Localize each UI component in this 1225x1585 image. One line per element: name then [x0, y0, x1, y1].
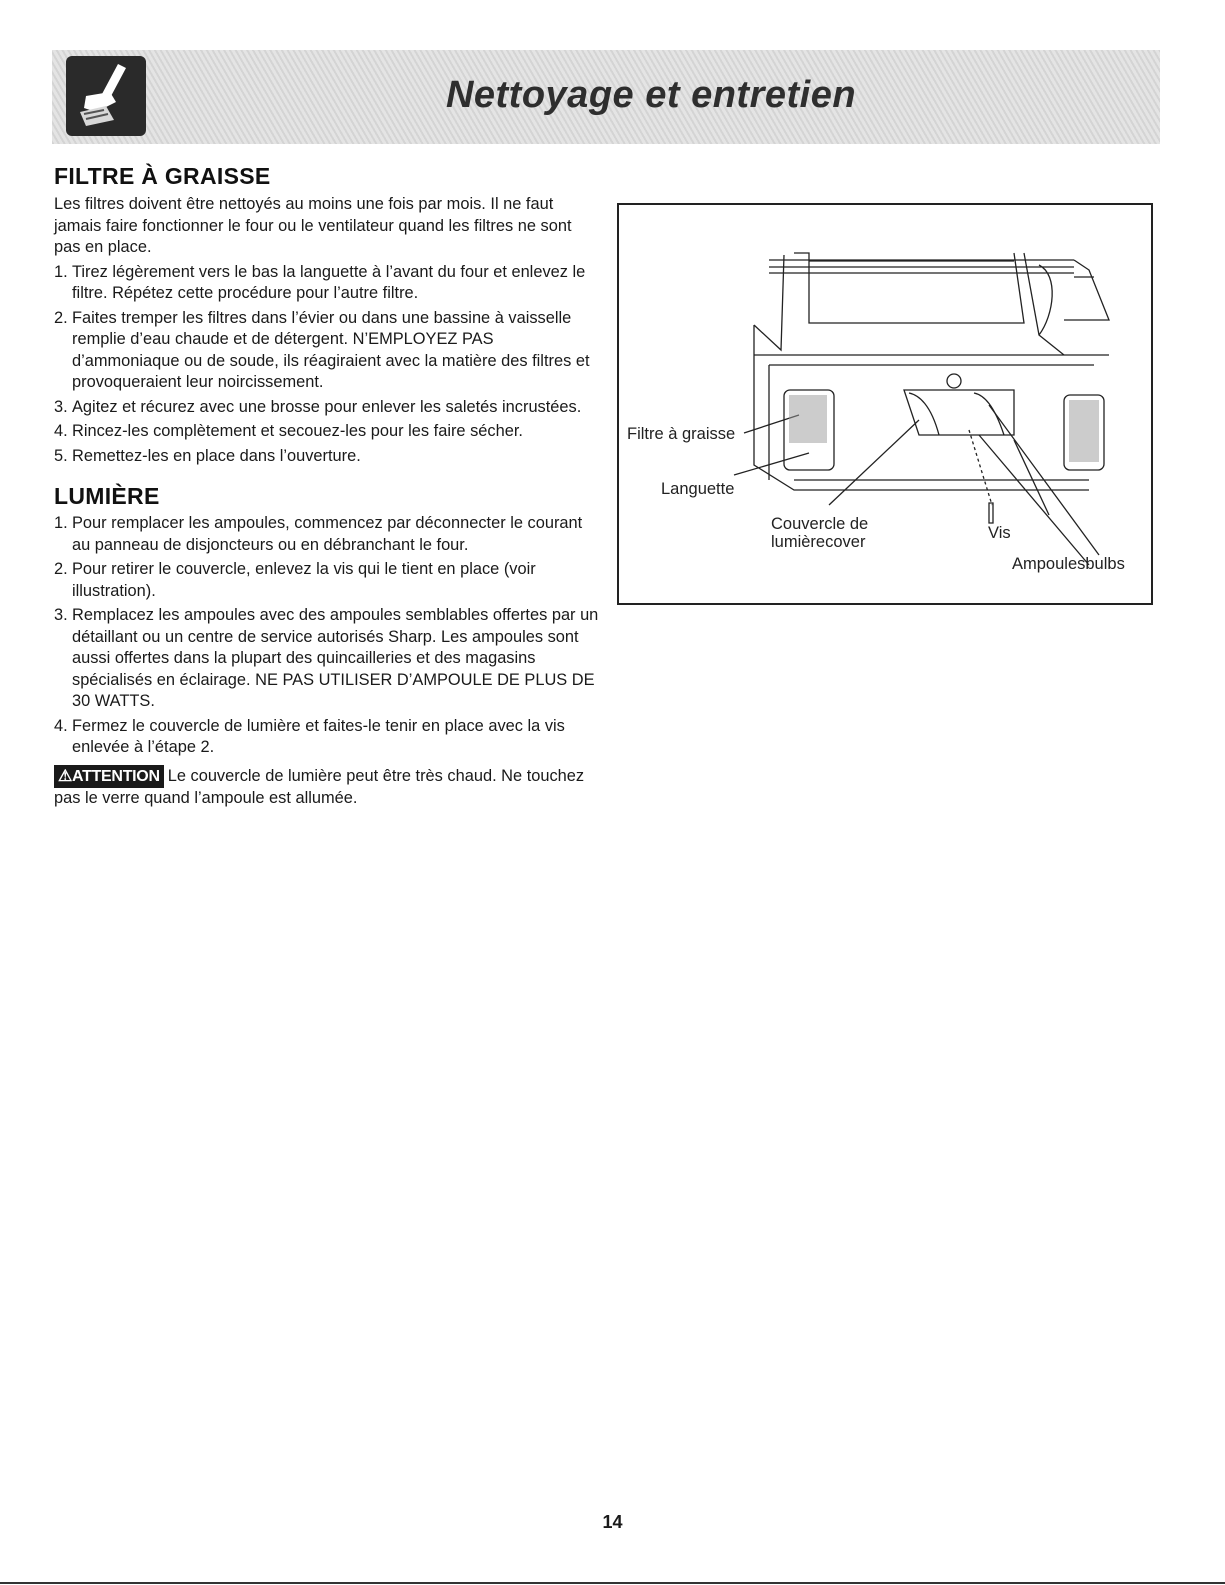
list-item: 1. Pour remplacer les ampoules, commencez par déconnecter le courant au panneau de disjoncteurs ou en débranchant le four.	[54, 514, 583, 554]
warning-paragraph	[54, 765, 602, 810]
section-title: FILTRE À GRAISSE	[54, 163, 271, 189]
label-bulbs: Ampoulesbulbs	[1012, 555, 1125, 573]
list-item: 4. Fermez le couvercle de lumière et faites-le tenir en place avec la vis enlevée à l’étape 2.	[54, 716, 565, 756]
list-item: 3. Remplacez les ampoules avec des ampoules semblables offertes par un détaillant ou un centre de service autorisés Sharp. Les ampoules sont aussi offertes dans la plupart des quincailleries et des magasins spécialisés en éclairage. NE PAS UTILISER D’AMPOULE DE PLUS DE 30 WATTS.	[54, 606, 599, 710]
list-item: 1. Tirez légèrement vers le bas la languette à l’avant du four et enlevez le filtre. Répétez cette procédure pour l’autre filtre.	[54, 262, 586, 302]
cleaning-hand-icon	[66, 56, 146, 136]
page-number: 14	[602, 1512, 623, 1532]
list-item: 2. Faites tremper les filtres dans l’évier ou dans une bassine à vaisselle remplie d’eau chaude et de détergent. N’EMPLOYEZ PAS d’ammoniaque ou de soude, ils réagiraient avec la matière des filtres et provoqueraient leur noircissement.	[54, 308, 590, 391]
steps-list	[54, 513, 602, 759]
section-intro: Les filtres doivent être nettoyés au moins une fois par mois. Il ne faut jamais faire fonctionner le four ou le ventilateur quand les filtres ne sont pas en place.	[54, 195, 572, 256]
list-item: 3. Agitez et récurez avec une brosse pour enlever les saletés incrustées.	[54, 397, 582, 416]
microwave-diagram-svg	[619, 205, 1151, 603]
warning-badge: ⚠ATTENTION	[54, 765, 164, 789]
section-title: LUMIÈRE	[54, 483, 160, 509]
page-title: Nettoyage et entretien	[445, 74, 857, 116]
warning-text: Le couvercle de lumière peut être très chaud. Ne touchez pas le verre quand l’ampoule est allumée.	[54, 766, 585, 807]
label-screw: Vis	[988, 524, 1011, 542]
header-banner	[52, 50, 1160, 144]
list-item: 4. Rincez-les complètement et secouez-les pour les faire sécher.	[54, 422, 523, 440]
range-hood-illustration	[617, 203, 1153, 605]
bottom-rule	[0, 1582, 1225, 1584]
label-tab: Languette	[661, 480, 735, 498]
steps-list	[54, 262, 602, 468]
label-grease-filter: Filtre à graisse	[627, 425, 736, 443]
list-item: 2. Pour retirer le couvercle, enlevez la vis qui le tient en place (voir illustration).	[54, 560, 536, 600]
section-grease-filter	[54, 163, 602, 810]
label-light-cover: Couvercle de lumièrecover	[771, 515, 869, 551]
list-item: 5. Remettez-les en place dans l’ouverture.	[54, 446, 361, 465]
